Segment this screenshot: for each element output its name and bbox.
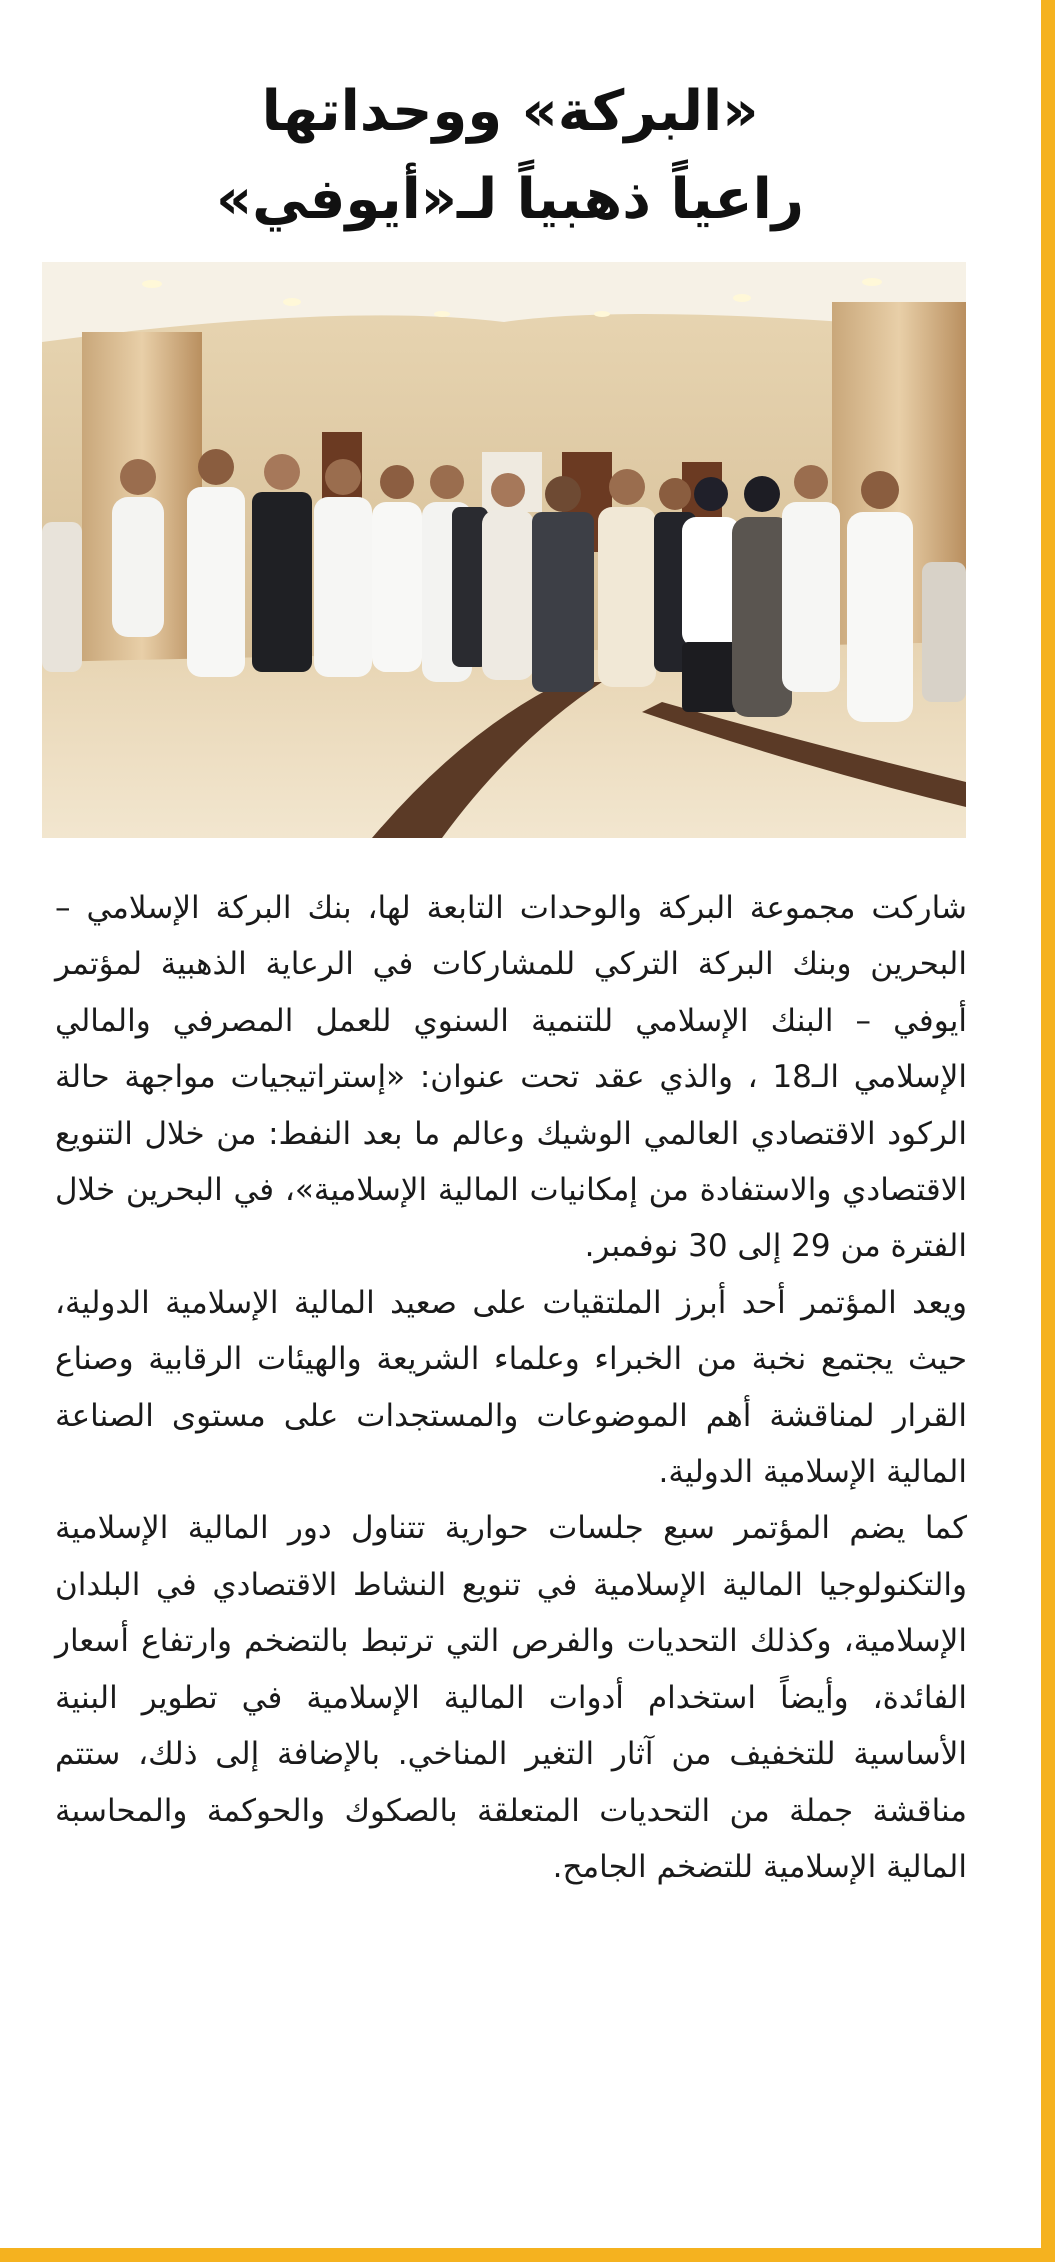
headline-line-1: «البركة» ووحداتها <box>261 79 759 144</box>
page-border-bottom <box>0 2248 1055 2262</box>
article-paragraph-2: ويعد المؤتمر أحد أبرز الملتقيات على صعيد المالية الإسلامية الدولية، حيث يجتمع نخبة من الخبراء وعلماء الشريعة والهيئات الرقابية وصناع القرار لمناقشة أهم الموضوعات والمستجدات على مستوى الصناعة المالية الإسلامية الدولية. <box>55 1284 967 1491</box>
page-border-right <box>1041 0 1055 2262</box>
article-photo <box>42 262 966 838</box>
headline-line-2: راعياً ذهبياً لـ«أيوفي» <box>215 167 805 232</box>
article-paragraph-1: شاركت مجموعة البركة والوحدات التابعة لها، بنك البركة الإسلامي – البحرين وبنك البركة التركي للمشاركات في الرعاية الذهبية لمؤتمر أيوفي – البنك الإسلامي للتنمية السنوي للعمل المصرفي والمالي الإسلامي الـ18 ، والذي عقد تحت عنوان: «إستراتيجيات مواجهة حالة الركود الاقتصادي العالمي الوشيك وعالم ما بعد النفط: من خلال التنويع الاقتصادي والاستفادة من إمكانيات المالية الإسلامية»، في البحرين خلال الفترة من 29 إلى 30 نوفمبر. <box>55 890 967 1265</box>
article-paragraph-3: كما يضم المؤتمر سبع جلسات حوارية تتناول دور المالية الإسلامية والتكنولوجيا المالية الإسلامية في تنويع النشاط الاقتصادي في البلدان الإسلامية، وكذلك التحديات والفرص التي ترتبط بالتضخم وارتفاع أسعار الفائدة، وأيضاً استخدام أدوات المالية الإسلامية في تطوير البنية الأساسية للتخفيف من آثار التغير المناخي. بالإضافة إلى ذلك، ستتم مناقشة جملة من التحديات المتعلقة بالصكوك والحوكمة والمحاسبة المالية الإسلامية للتضخم الجامح. <box>55 1510 967 1885</box>
article-body <box>55 880 967 1895</box>
article-headline <box>60 68 960 244</box>
